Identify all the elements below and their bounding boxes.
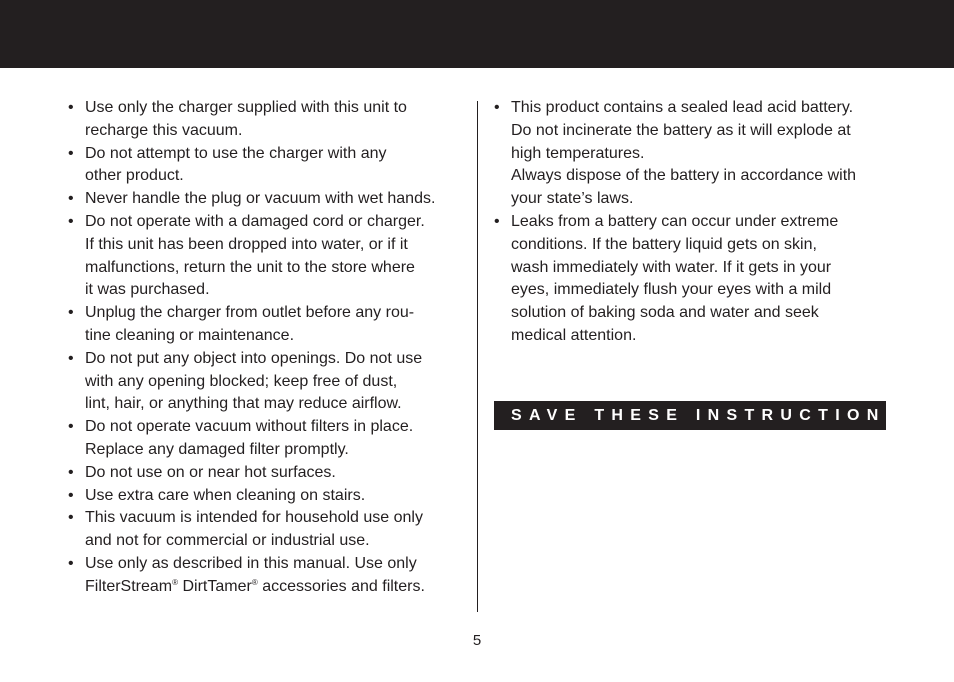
item-text: Do not use on or near hot surfaces.: [85, 463, 336, 481]
item-text: it was purchased.: [85, 281, 210, 299]
item-text: Unplug the charger from outlet before any rou-: [85, 304, 415, 322]
item-text: Leaks from a battery can occur under extreme: [511, 212, 839, 230]
item-text: Do not incinerate the battery as it will explode at: [511, 121, 851, 139]
item-text: other product.: [85, 167, 184, 185]
list-item: [494, 211, 894, 348]
item-text: This vacuum is intended for household use only: [85, 509, 423, 527]
list-item: [68, 97, 468, 143]
item-text: Use extra care when cleaning on stairs.: [85, 486, 366, 504]
item-text: high temperatures.: [511, 144, 645, 162]
item-text: This product contains a sealed lead acid battery.: [511, 99, 854, 116]
bullet: •: [68, 418, 74, 436]
brand-dirttamer: DirtTamer: [182, 577, 252, 595]
item-text: tine cleaning or maintenance.: [85, 326, 295, 344]
bullet: •: [68, 212, 74, 230]
item-text: wash immediately with water. If it gets in your: [511, 258, 832, 276]
item-text: and not for commercial or industrial use.: [85, 532, 370, 550]
list-item: [68, 211, 468, 302]
item-text: your state’s laws.: [511, 190, 634, 208]
item-text: Do not put any object into openings. Do not use: [85, 349, 423, 367]
bullet: •: [494, 99, 500, 116]
list-item: [68, 348, 468, 416]
item-text: Always dispose of the battery in accordance with: [511, 167, 857, 185]
list-item: [68, 553, 468, 599]
list-item: [68, 485, 468, 508]
item-text: lint, hair, or anything that may reduce airflow.: [85, 395, 402, 413]
registered-mark: ®: [251, 577, 258, 587]
page-number: 5: [472, 632, 482, 649]
item-text-brands: [85, 576, 468, 599]
bullet: •: [68, 144, 74, 162]
item-text: malfunctions, return the unit to the store where: [85, 258, 415, 276]
list-item: [494, 97, 894, 211]
item-text: Do not operate vacuum without filters in place.: [85, 418, 414, 436]
item-text: solution of baking soda and water and seek: [511, 304, 819, 322]
bullet: •: [68, 554, 74, 572]
bullet: •: [68, 463, 74, 481]
list-item: [68, 416, 468, 462]
item-text: medical attention.: [511, 326, 637, 344]
bullet: •: [68, 486, 74, 504]
brand-filterstream: FilterStream: [85, 577, 173, 595]
list-item: [68, 143, 468, 189]
bullet: •: [494, 212, 500, 230]
item-text: Do not operate with a damaged cord or charger.: [85, 212, 425, 230]
list-item: [68, 462, 468, 485]
item-text: Never handle the plug or vacuum with wet hands.: [85, 190, 436, 208]
safety-list-right: [494, 97, 894, 348]
item-text: recharge this vacuum.: [85, 121, 243, 139]
item-text: If this unit has been dropped into water, or if it: [85, 235, 408, 253]
bullet: •: [68, 509, 74, 527]
bullet: •: [68, 349, 74, 367]
list-item: [68, 302, 468, 348]
item-text: with any opening blocked; keep free of dust,: [85, 372, 398, 390]
save-instructions-banner: SAVE THESE INSTRUCTIONS: [494, 401, 886, 430]
item-text: eyes, immediately flush your eyes with a mild: [511, 281, 832, 299]
registered-mark: ®: [172, 577, 179, 587]
bullet: •: [68, 99, 74, 116]
item-text: Replace any damaged filter promptly.: [85, 440, 349, 458]
item-text: Do not attempt to use the charger with any: [85, 144, 387, 162]
item-text: Use only the charger supplied with this unit to: [85, 99, 407, 116]
header-bar: [0, 0, 954, 68]
safety-list-left: [68, 97, 468, 599]
item-text: Use only as described in this manual. Use only: [85, 554, 417, 572]
item-text: conditions. If the battery liquid gets on skin,: [511, 235, 817, 253]
list-item: [68, 507, 468, 553]
list-item: [68, 188, 468, 211]
bullet: •: [68, 304, 74, 322]
bullet: •: [68, 190, 74, 208]
column-divider: [477, 101, 478, 612]
item-text-tail: accessories and filters.: [262, 577, 425, 595]
